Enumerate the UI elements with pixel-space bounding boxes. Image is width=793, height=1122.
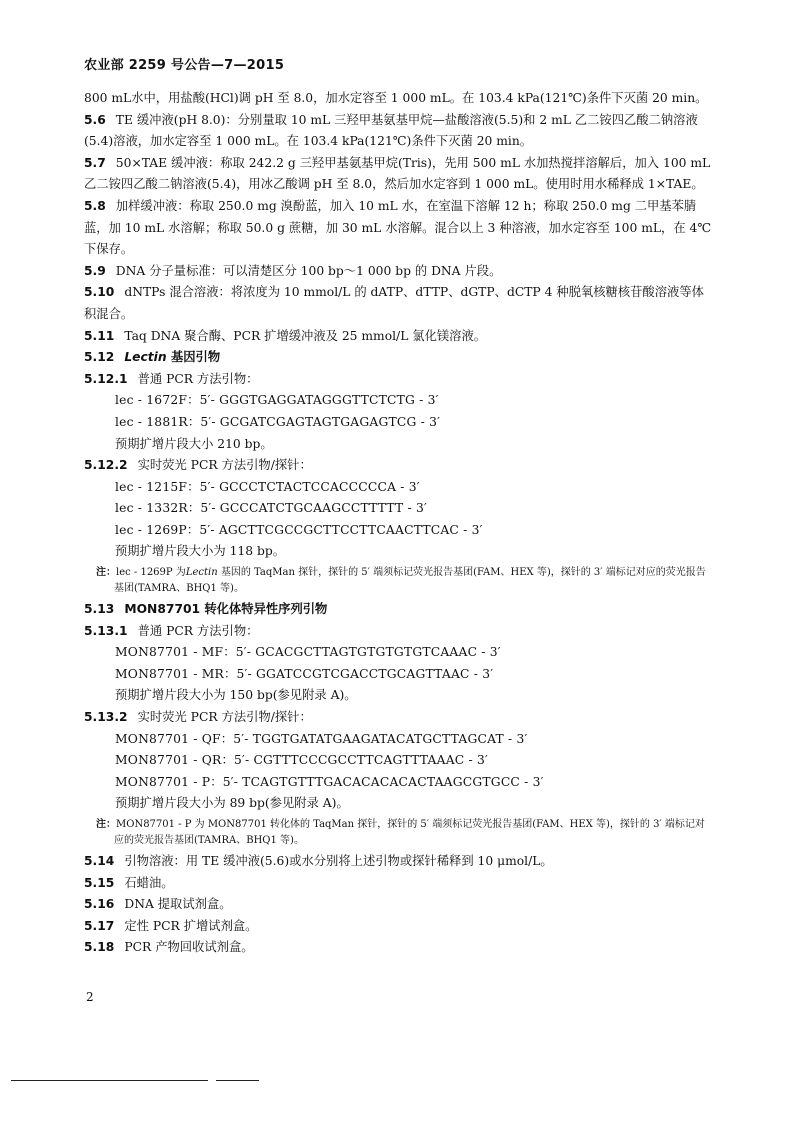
section-5-6 bbox=[84, 110, 712, 153]
note-mon87701-probe bbox=[96, 817, 712, 849]
section-number: 5.17 bbox=[84, 918, 115, 933]
document-body bbox=[84, 88, 712, 959]
section-text: Taq DNA 聚合酶、PCR 扩增缓冲液及 25 mmol/L 氯化镁溶液。 bbox=[124, 328, 487, 343]
section-text: TE 缓冲液(pH 8.0)：分别量取 10 mL 三羟甲基氨基甲烷—盐酸溶液(5.5)和 2 mL 乙二铵四乙酸二钠溶液(5.4)溶液，加水定容至 1 000 mL。在 103.4 kPa(121℃)条件下灭菌 20 min。 bbox=[84, 112, 698, 149]
primer-sequence: lec - 1215F：5′- GCCCTCTACTCCACCCCCA - 3′ bbox=[115, 479, 420, 494]
section-text: 实时荧光 PCR 方法引物/探针： bbox=[137, 458, 312, 473]
section-5-17 bbox=[84, 916, 712, 938]
note-lectin-probe bbox=[96, 565, 712, 597]
section-5-12-2 bbox=[84, 455, 712, 477]
section-title-italic: Lectin bbox=[124, 350, 167, 365]
note-label: 注： bbox=[96, 819, 116, 830]
page-header: 农业部 2259 号公告—7—2015 bbox=[84, 58, 285, 73]
section-number: 5.10 bbox=[84, 285, 115, 300]
section-number: 5.15 bbox=[84, 875, 115, 890]
section-text: PCR 产物回收试剂盒。 bbox=[124, 940, 254, 955]
footer-rule-long bbox=[11, 1080, 208, 1081]
section-number: 5.18 bbox=[84, 940, 115, 955]
note-text-a: lec - 1269P 为 bbox=[116, 567, 186, 579]
amplicon-size: 预期扩增片段大小为 150 bp(参见附录 A)。 bbox=[115, 688, 357, 703]
section-5-10 bbox=[84, 282, 712, 325]
primer-sequence: MON87701 - QF：5′- TGGTGATATGAAGATACATGCTTAGCAT - 3′ bbox=[115, 731, 528, 746]
section-5-13-2 bbox=[84, 707, 712, 729]
primer-sequence: MON87701 - QR：5′- CGTTTCCCGCCTTCAGTTTAAAC - 3′ bbox=[115, 753, 488, 768]
section-5-15 bbox=[84, 873, 712, 895]
primer-sequence: lec - 1672F：5′- GGGTGAGGATAGGGTTCTCTG - 3′ bbox=[115, 393, 439, 408]
footer-rule-short bbox=[216, 1080, 259, 1081]
primer-sequence: lec - 1881R：5′- GCGATCGAGTAGTGAGAGTCG - 3′ bbox=[115, 414, 441, 429]
section-text: 定性 PCR 扩增试剂盒。 bbox=[124, 918, 258, 933]
section-text: 加样缓冲液：称取 250.0 mg 溴酚蓝，加入 10 mL 水，在室温下溶解 12 h；称取 250.0 mg 二甲基苯腈蓝，加 10 mL 水溶解；称取 50.0 g 蔗糖，加 30 mL 水溶解。混合以上 3 种溶液，加水定容至 100 mL，在 4℃下保存。 bbox=[84, 198, 712, 257]
section-number: 5.13.2 bbox=[84, 710, 128, 725]
section-5-13 bbox=[84, 599, 712, 621]
section-number: 5.14 bbox=[84, 854, 115, 868]
amplicon-size: 预期扩增片段大小 210 bp。 bbox=[115, 436, 273, 451]
probe-sequence: lec - 1269P：5′- AGCTTCGCCGCTTCCTTCAACTTCAC - 3′ bbox=[115, 522, 483, 537]
note-label: 注： bbox=[96, 567, 116, 579]
section-5-12-1 bbox=[84, 369, 712, 391]
section-5-9 bbox=[84, 261, 712, 283]
section-number: 5.7 bbox=[84, 155, 106, 170]
section-text: 普通 PCR 方法引物： bbox=[137, 623, 259, 638]
section-text: 实时荧光 PCR 方法引物/探针： bbox=[137, 710, 312, 725]
section-text: 普通 PCR 方法引物： bbox=[137, 371, 259, 386]
note-text-b: 基因的 TaqMan 探针，探针的 5′ 端须标记荧光报告基团(FAM、HEX 等)，探针的 3′ 端标记对应的荧光报告基团(TAMRA、BHQ1 等)。 bbox=[114, 567, 706, 595]
section-number: 5.13.1 bbox=[84, 623, 128, 638]
section-text: 石蜡油。 bbox=[124, 875, 174, 890]
section-5-16 bbox=[84, 894, 712, 916]
section-5-7 bbox=[84, 153, 712, 196]
note-text-italic: Lectin bbox=[185, 567, 218, 579]
section-title: MON87701 转化体特异性序列引物 bbox=[124, 602, 328, 617]
primer-sequence: MON87701 - MF：5′- GCACGCTTAGTGTGTGTGTCAAAC - 3′ bbox=[115, 645, 501, 660]
section-title: 基因引物 bbox=[166, 350, 221, 365]
section-5-11 bbox=[84, 326, 712, 348]
amplicon-size: 预期扩增片段大小为 118 bp。 bbox=[115, 544, 286, 559]
section-text: DNA 分子量标准：可以清楚区分 100 bp～1 000 bp 的 DNA 片段。 bbox=[115, 263, 502, 278]
note-text: MON87701 - P 为 MON87701 转化体的 TaqMan 探针，探针的 5′ 端须标记荧光报告基团(FAM、HEX 等)，探针的 3′ 端标记对应的荧光报告基团(TAMRA、BHQ1 等)。 bbox=[114, 819, 705, 846]
section-text: dNTPs 混合溶液：将浓度为 10 mmol/L 的 dATP、dTTP、dGTP、dCTP 4 种脱氧核糖核苷酸溶液等体积混合。 bbox=[84, 285, 704, 321]
section-number: 5.9 bbox=[84, 263, 106, 278]
section-number: 5.11 bbox=[84, 328, 115, 343]
paragraph-continuation: 800 mL水中，用盐酸(HCl)调 pH 至 8.0，加水定容至 1 000 mL。在 103.4 kPa(121℃)条件下灭菌 20 min。 bbox=[84, 91, 708, 105]
section-number: 5.13 bbox=[84, 602, 115, 617]
section-5-8 bbox=[84, 196, 712, 261]
section-text: 引物溶液：用 TE 缓冲液(5.6)或水分别将上述引物或探针稀释到 10 μmol/L。 bbox=[124, 854, 553, 868]
section-5-12 bbox=[84, 347, 712, 369]
primer-sequence: MON87701 - MR：5′- GGATCCGTCGACCTGCAGTTAAC - 3′ bbox=[115, 666, 494, 681]
page-number: 2 bbox=[86, 990, 94, 1004]
section-number: 5.16 bbox=[84, 897, 115, 912]
section-number: 5.6 bbox=[84, 112, 106, 127]
section-text: DNA 提取试剂盒。 bbox=[124, 897, 232, 912]
probe-sequence: MON87701 - P：5′- TCAGTGTTTGACACACACACTAAGCGTGCC - 3′ bbox=[115, 774, 544, 789]
section-number: 5.12 bbox=[84, 350, 115, 365]
section-text: 50×TAE 缓冲液：称取 242.2 g 三羟甲基氨基甲烷(Tris)，先用 500 mL 水加热搅拌溶解后，加入 100 mL 乙二铵四乙酸二钠溶液(5.4)，用冰乙酸调 pH 至 8.0，然后加水定容到 1 000 mL。使用时用水稀释成 1×TAE。 bbox=[84, 155, 711, 192]
section-5-18 bbox=[84, 937, 712, 959]
section-5-13-1 bbox=[84, 621, 712, 643]
section-5-14 bbox=[84, 851, 712, 873]
primer-sequence: lec - 1332R：5′- GCCCATCTGCAAGCCTTTTT - 3′ bbox=[115, 501, 428, 516]
section-number: 5.12.2 bbox=[84, 458, 128, 473]
section-number: 5.12.1 bbox=[84, 371, 128, 386]
amplicon-size: 预期扩增片段大小为 89 bp(参见附录 A)。 bbox=[115, 796, 349, 811]
section-number: 5.8 bbox=[84, 198, 106, 213]
